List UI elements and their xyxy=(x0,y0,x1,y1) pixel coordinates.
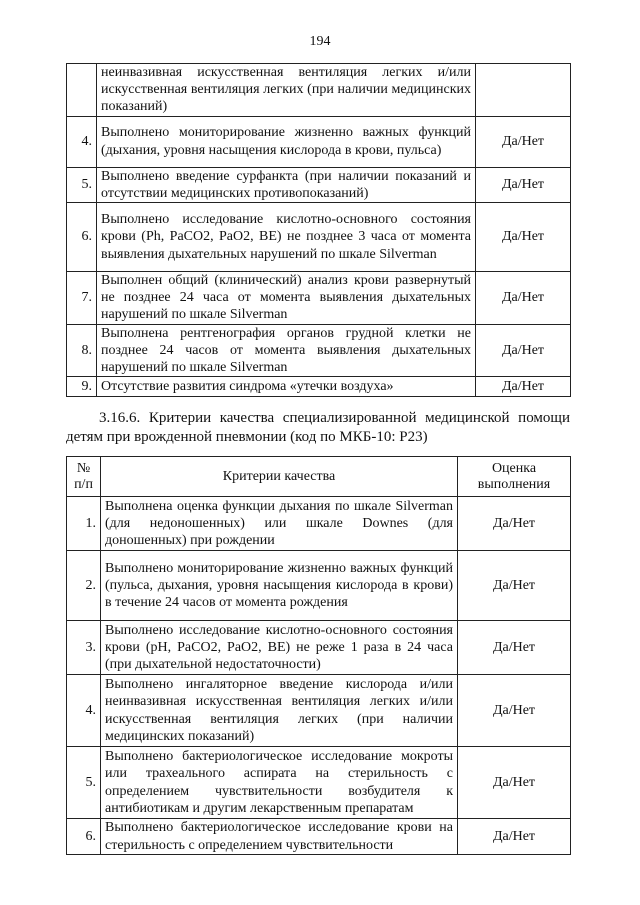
criterion-result: Да/Нет xyxy=(458,621,571,675)
criterion-text: Выполнено мониторирование жизненно важных функций (дыхания, уровня насыщения кислорода в крови, пульса) xyxy=(97,116,476,167)
row-number: 9. xyxy=(67,377,97,397)
header-criteria: Критерии качества xyxy=(101,457,458,497)
criterion-text: Выполнено мониторирование жизненно важных функций (пульса, дыхания, уровня насыщения кислорода в крови) в течение 24 часов от момента рождения xyxy=(101,551,458,621)
row-number: 6. xyxy=(67,819,101,855)
criterion-text: Выполнено ингаляторное введение кислорода и/или неинвазивная искусственная вентиляция легких и/или искусственная вентиляция легких (при наличии медицинских показаний) xyxy=(101,675,458,747)
table-row xyxy=(67,819,571,855)
row-number: 5. xyxy=(67,747,101,819)
criterion-text: Выполнено введение сурфанкта (при наличии показаний и отсутствии медицинских противопоказаний) xyxy=(97,167,476,202)
criterion-result: Да/Нет xyxy=(476,272,571,325)
table-row xyxy=(67,621,571,675)
criterion-result: Да/Нет xyxy=(458,819,571,855)
row-number: 6. xyxy=(67,203,97,272)
criterion-text: Выполнено исследование кислотно-основного состояния крови (Ph, PaCO2, PaO2, BE) не позднее 3 часа от момента выявления дыхательных нарушений по шкале Silverman xyxy=(97,203,476,272)
table-row xyxy=(67,203,571,272)
row-number: 4. xyxy=(67,116,97,167)
table-row xyxy=(67,272,571,325)
table-row xyxy=(67,675,571,747)
table-row xyxy=(67,116,571,167)
criteria-table-continued xyxy=(66,63,571,397)
criterion-result: Да/Нет xyxy=(476,203,571,272)
criterion-result: Да/Нет xyxy=(476,167,571,202)
header-number: № п/п xyxy=(67,457,101,497)
table-row xyxy=(67,64,571,117)
criterion-result: Да/Нет xyxy=(458,747,571,819)
row-number xyxy=(67,64,97,117)
table-row xyxy=(67,167,571,202)
header-result: Оценка выполнения xyxy=(458,457,571,497)
criterion-text: Выполнен общий (клинический) анализ крови развернутый не позднее 24 часа от момента выявления дыхательных нарушений по шкале Silverman xyxy=(97,272,476,325)
row-number: 1. xyxy=(67,497,101,551)
table-row xyxy=(67,551,571,621)
criterion-text: Отсутствие развития синдрома «утечки воздуха» xyxy=(97,377,476,397)
table-header-row xyxy=(67,457,571,497)
criterion-text: Выполнена оценка функции дыхания по шкале Silverman (для недоношенных) или шкале Downes (для доношенных) при рождении xyxy=(101,497,458,551)
row-number: 8. xyxy=(67,324,97,377)
criterion-result: Да/Нет xyxy=(458,497,571,551)
section-heading: 3.16.6. Критерии качества специализированной медицинской помощи детям при врожденной пневмонии (код по МКБ-10: P23) xyxy=(66,410,570,445)
row-number: 4. xyxy=(67,675,101,747)
criterion-result: Да/Нет xyxy=(458,551,571,621)
criterion-text: Выполнено исследование кислотно-основного состояния крови (pH, PaCO2, PaO2, BE) не реже 1 раза в 24 часа (при дыхательной недостаточности) xyxy=(101,621,458,675)
criterion-text: Выполнена рентгенография органов грудной клетки не позднее 24 часов от момента выявления дыхательных нарушений по шкале Silverman xyxy=(97,324,476,377)
criterion-result: Да/Нет xyxy=(458,675,571,747)
criteria-table xyxy=(66,456,571,855)
criterion-result: Да/Нет xyxy=(476,377,571,397)
table-row xyxy=(67,377,571,397)
table-row xyxy=(67,497,571,551)
row-number: 3. xyxy=(67,621,101,675)
criterion-text: Выполнено бактериологическое исследование мокроты или трахеального аспирата на стерильность с определением чувствительности возбудителя к антибиотикам и другим лекарственным препаратам xyxy=(101,747,458,819)
row-number: 2. xyxy=(67,551,101,621)
criterion-result xyxy=(476,64,571,117)
criterion-text: Выполнено бактериологическое исследование крови на стерильность с определением чувствительности xyxy=(101,819,458,855)
criterion-text: неинвазивная искусственная вентиляция легких и/или искусственная вентиляция легких (при наличии медицинских показаний) xyxy=(97,64,476,117)
table-row xyxy=(67,747,571,819)
criterion-result: Да/Нет xyxy=(476,116,571,167)
table-row xyxy=(67,324,571,377)
row-number: 7. xyxy=(67,272,97,325)
page-number: 194 xyxy=(309,34,331,49)
criterion-result: Да/Нет xyxy=(476,324,571,377)
row-number: 5. xyxy=(67,167,97,202)
